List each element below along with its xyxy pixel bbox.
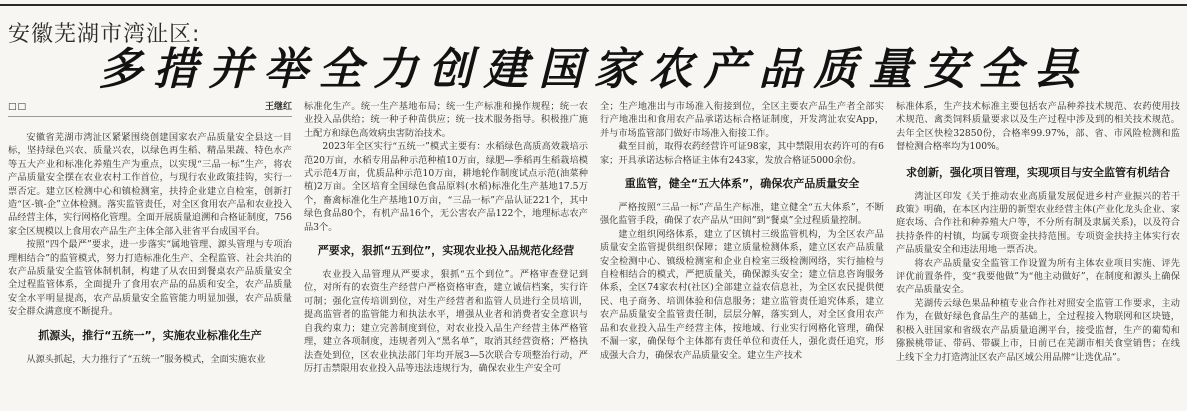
column-1 <box>8 100 292 408</box>
section-heading-4: 求创新，强化项目管理，实现项目与安全监管有机结合 <box>906 165 1170 179</box>
column-2 <box>304 100 588 408</box>
paragraph: 湾沚区印发《关于推动农业高质量发展促进乡村产业振兴的若干政策》明确，在本区内注册的新型农业经营主体(产业化龙头企业、家庭农场、合作社和种养殖大户等，不分所有制及隶属关系)，以及符合扶持条件的村镇，均属专项资金扶持范围。专项资金扶持主体实行农产品质量安全和违法用地一票否决。 <box>896 190 1180 256</box>
byline-mark: □□ <box>8 102 28 112</box>
byline <box>8 100 292 117</box>
top-rule <box>0 4 1187 6</box>
paragraph: 全；生产地准出与市场准入衔接到位，全区主要农产品生产者全部实行产地准出和食用农产品承诺达标合格证制度，开发湾沚农安App，并与市场监管部门做好市场准入衔接工作。 <box>600 101 884 139</box>
byline-author: 王继红 <box>264 102 292 112</box>
article-body <box>8 100 1180 408</box>
paragraph: 严格按照“三品一标”产品生产标准，建立健全“五大体系”，不断强化监管手段，确保了农产品从“田间”到“餐桌”全过程质量控制。 <box>600 202 884 227</box>
paragraph: 标准化生产。统一生产基地布局；统一生产标准和操作规程；统一农业投入品供给；统一种子种苗供应；统一技术服务指导。积极推广施土配方和绿色高效病虫害防治技术。 <box>304 101 588 139</box>
paragraph: 从源头抓起，大力推行了“五统一”服务模式，全面实施农业 <box>26 353 266 365</box>
paragraph: 安徽省芜湖市湾沚区紧紧围绕创建国家农产品质量安全县这一目标，坚持绿色兴农、质量兴农，以绿色再生稻、精品果蔬、特色水产等五大产业和标准化养殖生产为重点，以实现“三品一标”生产，将农产品质量安全摆在农业农村工作首位，与现行农业政策挂钩，实行一票否定。建立区检测中心和镇检测室，扶持企业建立自检室，创新打造“区-镇-企”立体检测。落实监管责任，对全区食用农产品和农业投入品经营主体，实行网格化管理。全面开展质量追溯和合格证制度，756家全区规模以上食用农产品生产主体全部入驻省平台成国平台。 <box>8 132 292 237</box>
paragraph: 农业投入品管理从严要求，狠抓“五个到位”。严格审查登记到位，对所有的农资生产经营户严格资格审查，建立诚信档案，实行许可制；强化宣传培训到位，对生产经营者和监管人员进行全员培训，提高监管者的监管能力和执法水平，增强从业者和消费者安全意识与自我约束力；建立完善制度到位，对农业投入品生产经营主体严格管理，建立各项制度，违规者列入“黑名单”，取消其经营资格；严格执法查处到位，区农业执法部门年均开展3—5次联合专项整治行动，严厉打击禁限用农业投入品等违法违规行为，确保农业生产安全可 <box>304 269 588 374</box>
column-3 <box>600 100 884 408</box>
kicker: 安徽芜湖市湾沚区: <box>8 22 201 47</box>
section-heading-3: 重监管，健全“五大体系”，确保农产品质量安全 <box>624 177 860 191</box>
paragraph: 标准体系，生产技术标准主要包括农产品种养技术规范、农药使用技术规范、禽类饲料质量要求以及生产过程中涉及到的相关技术规范。去年全区快检32850份，合格率99.97%，部、省、市风险检测和监督检测合格率均为100%。 <box>896 101 1180 153</box>
paragraph: 芜湖传云绿色果品种植专业合作社对照安全监管工作要求，主动作为，在做好绿色食品生产的基础上，全过程接入物联网和区块链，积极入驻国家和省级农产品质量追溯平台，接受监督，生产的葡萄和猕猴桃带证、带码、带碳上市，日前已在芜湖市相关食堂销售；在线上线下全力打造湾沚区农产品区域公用品牌“让选优品”。 <box>896 297 1180 363</box>
paragraph: 按照“四个最严”要求，进一步落实“属地管理、源头管理与专项治理相结合”的监管模式，努力打造标准化生产、全程监管、社会共治的农产品质量安全监管体制机制，构建了从农田到餐桌农产品质量安全全过程监管体系，全面提升了食用农产品的品质和安全，农产品质量安全水平明显提高，农产品质量安全监管能力明显加强，农产品质量安全群众满意度不断提升。 <box>8 239 292 318</box>
paragraph: 建立组织网络体系，建立了区镇村三级监管机构，为全区农产品质量安全监管提供组织保障；建立质量检测体系，建立区农产品质量安全检测中心、镇级检测室和企业自检室三级检测网络，实行抽检与自检相结合的模式，严把质量关，确保源头安全；建立信息咨询服务体系，全区74家农村(社区)全部建立益农信息社，为全区农民提供便民、电子商务、培训体验和信息服务；建立监管责任追究体系，建立农产品质量安全监管责任制，层层分解，落实到人，对全区食用农产品和农业投入品生产经营主体，按地域、行业实行网格化管理，确保不漏一家，确保每个主体都有责任单位和责任人，强化责任追究，形成强大合力，确保农产品质量安全。建立生产技术 <box>600 228 884 361</box>
paragraph: 截至目前，取得农药经营许可证98家，其中禁限用农药许可的有6家；开具承诺达标合格证主体有243家，发放合格证5000余份。 <box>600 141 884 166</box>
headline: 多措并举全力创建国家农产品质量安全县 <box>98 44 1089 95</box>
column-4 <box>896 100 1180 408</box>
section-heading-2: 严要求，狠抓“五到位”，实现农业投入品规范化经营 <box>317 244 575 258</box>
paragraph: 2023年全区实行“五统一”模式主要有：水稻绿色高质高效栽培示范20万亩，水稻专用品种示范种植10万亩，绿肥—季稻再生稻栽培模式示范4万亩，优质品种示范10万亩，耕地轮作制度试点示范(油菜种植)2万亩。全区培育全国绿色食品原料(水稻)标准化生产基地17.5万个，畜禽标准化生产基地10万亩，“三品一标”产品认证221个，其中绿色食品80个，有机产品16个，无公害农产品122个，地理标志农产品3个。 <box>304 141 588 233</box>
paragraph: 将农产品质量安全监管工作设置为所有主体农业项目实施、评先评优前置条件，变“我要他做”为“他主动做好”，在制度和源头上确保农产品质量安全。 <box>896 257 1180 296</box>
section-heading-1: 抓源头，推行“五统一”，实施农业标准化生产 <box>38 328 262 342</box>
